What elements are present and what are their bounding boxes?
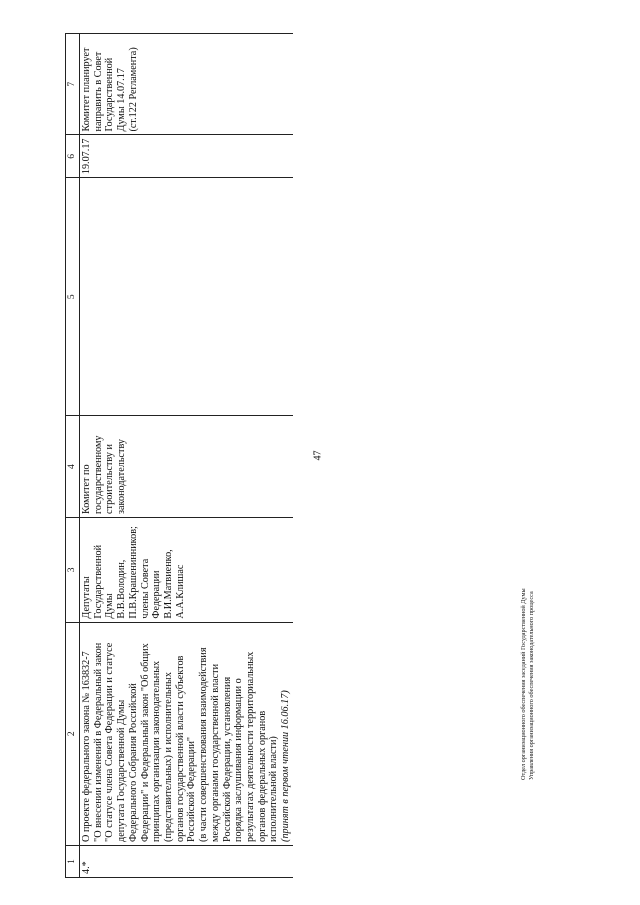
table-row <box>79 34 292 878</box>
description-line: принципах организации законодательных <box>151 660 163 842</box>
authors-line: Государственной <box>92 544 104 619</box>
row-number: 4.* <box>79 845 292 877</box>
description-line: Российской Федерации" <box>186 736 198 842</box>
committee-line: строительству и <box>104 444 116 514</box>
header-col-2: 2 <box>66 622 80 845</box>
description-lines <box>81 626 280 842</box>
bill-authors <box>79 518 292 623</box>
description-line: (представительных) и исполнительных <box>162 672 174 842</box>
description-line: "О статусе члена Совета Федерации и статусе <box>104 642 116 842</box>
header-col-6: 6 <box>66 135 80 178</box>
authors-line: Депутаты <box>80 576 92 619</box>
header-col-7: 7 <box>66 34 80 135</box>
note-line: Комитет планирует <box>80 47 92 132</box>
description-line: Федерации" и Федеральный закон "Об общих <box>139 643 151 842</box>
description-line: Федерального Собрания Российской <box>127 683 139 842</box>
description-line: исполнительной власти) <box>268 736 280 842</box>
authors-line: Федерации <box>151 570 163 619</box>
description-line: Российской Федерации, установления <box>221 676 233 842</box>
rotated-page-content <box>65 33 575 878</box>
adopted-note: (принят в первом чтении 16.06.17) <box>280 690 292 842</box>
footer-line-1: Отдел организационного обеспечения заседаний Государственной Думы <box>520 588 527 780</box>
footer-line-2: Управления организационного обеспечения законодательного процесса <box>528 591 536 780</box>
note-cell <box>79 34 292 135</box>
page-number: 47 <box>312 450 324 461</box>
authors-line: Думы <box>104 593 116 619</box>
footer <box>520 588 640 820</box>
header-col-1: 1 <box>66 845 80 877</box>
authors-line: А.А.Клишас <box>174 564 186 619</box>
committee-line: Комитет по <box>80 464 92 514</box>
date-cell: 19.07.17 <box>79 135 292 178</box>
header-col-4: 4 <box>66 416 80 518</box>
description-line: органов государственной власти субъектов <box>174 655 186 842</box>
description-line: "О внесении изменений в Федеральный закон <box>92 642 104 842</box>
committee-line: законодательству <box>116 439 128 514</box>
description-line: О проекте федерального закона № 163832-7 <box>80 651 92 842</box>
footer-text <box>520 520 536 780</box>
description-line: депутата Государственной Думы <box>116 699 128 842</box>
header-col-3: 3 <box>66 518 80 623</box>
note-line: (ст.122 Регламента) <box>127 47 139 132</box>
committee-lines <box>81 419 128 514</box>
note-line: Государственной <box>104 57 116 132</box>
note-lines <box>81 37 140 131</box>
authors-line: В.В.Володин, <box>116 559 128 619</box>
authors-line: члены Совета <box>139 558 151 619</box>
note-line: направить в Совет <box>92 51 104 132</box>
authors-line: В.И.Матвиенко, <box>162 549 174 619</box>
authors-line: П.В.Крашенинников; <box>127 526 139 619</box>
committee-line: государственному <box>92 435 104 514</box>
note-line: Думы 14.07.17 <box>116 68 128 132</box>
description-line: (в части совершенствования взаимодействия <box>198 647 210 842</box>
header-row <box>66 34 80 878</box>
legislation-table <box>65 33 293 878</box>
description-line: между органами государственной власти <box>209 663 221 842</box>
description-line: порядка заслушивания информации о <box>233 678 245 842</box>
responsible-committee <box>79 416 292 518</box>
description-line: результатах деятельности территориальных <box>244 651 256 842</box>
bill-description <box>79 622 292 845</box>
authors-lines <box>81 521 186 619</box>
description-line: органов федеральных органов <box>256 710 268 842</box>
col5-cell <box>79 178 292 416</box>
header-col-5: 5 <box>66 178 80 416</box>
